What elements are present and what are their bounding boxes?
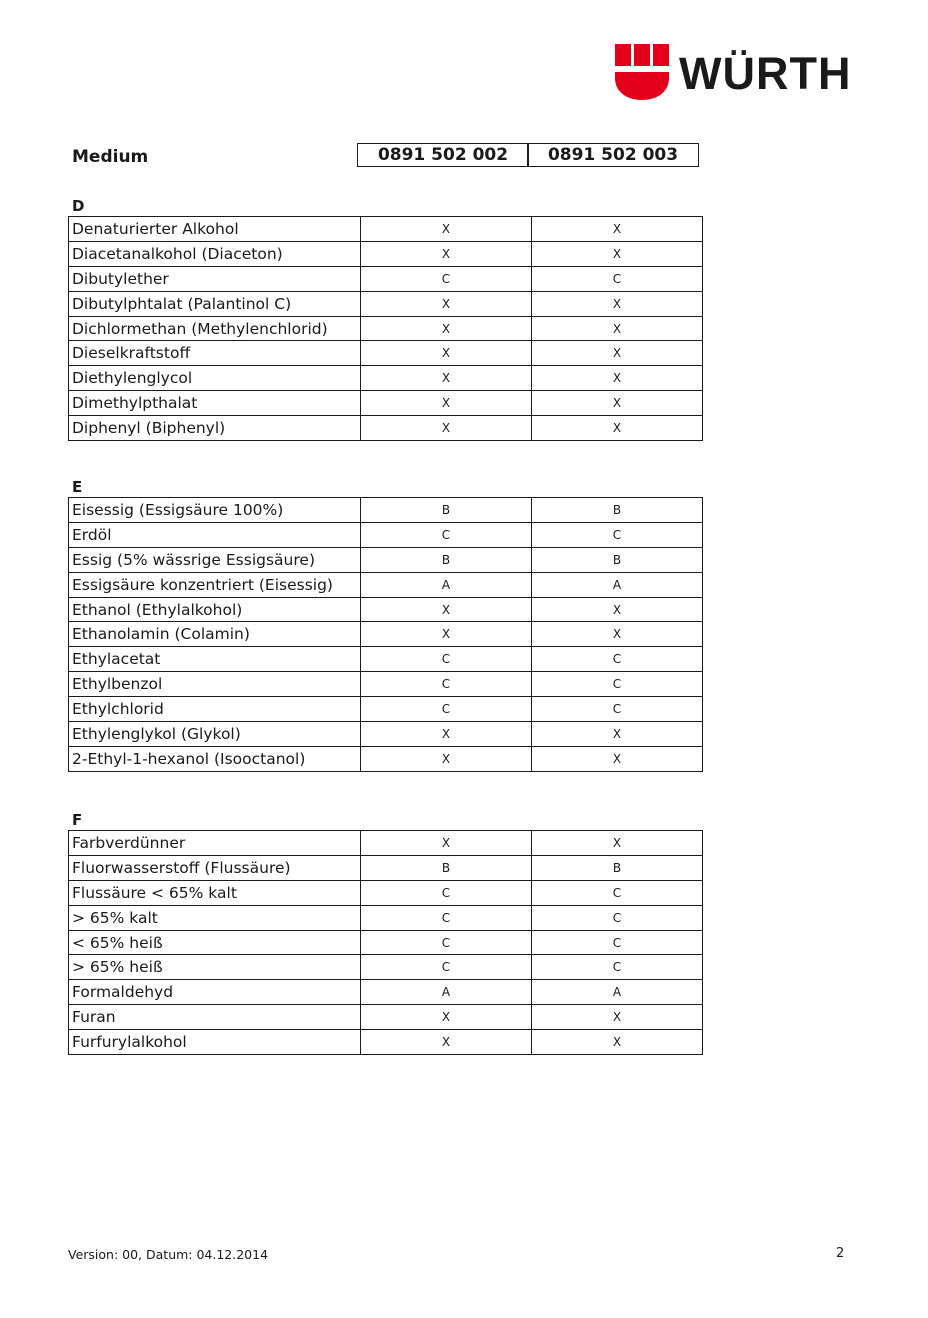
- medium-name-cell: Dichlormethan (Methylenchlorid): [69, 316, 361, 341]
- table-header: [0, 143, 928, 169]
- table-row: [69, 831, 703, 856]
- wurth-logo-icon: [615, 44, 669, 102]
- product-2-rating-cell: C: [532, 930, 703, 955]
- product-1-rating-cell: X: [361, 316, 532, 341]
- section-f: [68, 810, 700, 1055]
- medium-name-cell: Farbverdünner: [69, 831, 361, 856]
- product-1-rating-cell: X: [361, 1005, 532, 1030]
- table-row: [69, 746, 703, 771]
- product-1-rating-cell: X: [361, 241, 532, 266]
- version-date: Version: 00, Datum: 04.12.2014: [68, 1247, 269, 1262]
- table-row: [69, 547, 703, 572]
- table-row: [69, 930, 703, 955]
- product-1-rating-cell: C: [361, 697, 532, 722]
- product-2-rating-cell: C: [532, 880, 703, 905]
- medium-name-cell: Diethylenglycol: [69, 366, 361, 391]
- product-2-rating-cell: X: [532, 316, 703, 341]
- wurth-logo: [615, 44, 875, 104]
- product-1-rating-cell: X: [361, 217, 532, 242]
- product-1-rating-cell: X: [361, 366, 532, 391]
- product-1-rating-cell: X: [361, 391, 532, 416]
- product-1-rating-cell: C: [361, 905, 532, 930]
- product-2-rating-cell: B: [532, 855, 703, 880]
- table-row: [69, 366, 703, 391]
- product-number-2: 0891 502 003: [527, 143, 699, 167]
- product-2-rating-cell: X: [532, 597, 703, 622]
- product-2-rating-cell: C: [532, 905, 703, 930]
- logo-wordmark: WÜRTH: [679, 48, 852, 99]
- product-1-rating-cell: C: [361, 647, 532, 672]
- table-row: [69, 416, 703, 441]
- table-row: [69, 341, 703, 366]
- medium-name-cell: Furfurylalkohol: [69, 1030, 361, 1055]
- product-1-rating-cell: X: [361, 597, 532, 622]
- table-row: [69, 647, 703, 672]
- table-row: [69, 597, 703, 622]
- table-row: [69, 522, 703, 547]
- product-2-rating-cell: C: [532, 522, 703, 547]
- medium-name-cell: > 65% heiß: [69, 955, 361, 980]
- section-letter: E: [72, 478, 83, 496]
- table-row: [69, 1030, 703, 1055]
- table-row: [69, 697, 703, 722]
- table-row: [69, 880, 703, 905]
- product-2-rating-cell: X: [532, 291, 703, 316]
- product-2-rating-cell: X: [532, 622, 703, 647]
- product-2-rating-cell: X: [532, 366, 703, 391]
- table-row: [69, 1005, 703, 1030]
- resistance-table: [68, 497, 703, 772]
- section-e: [68, 477, 700, 772]
- product-1-rating-cell: X: [361, 1030, 532, 1055]
- medium-name-cell: Flussäure < 65% kalt: [69, 880, 361, 905]
- section-letter: D: [72, 197, 85, 215]
- product-2-rating-cell: C: [532, 672, 703, 697]
- medium-name-cell: Dimethylpthalat: [69, 391, 361, 416]
- medium-name-cell: Essigsäure konzentriert (Eisessig): [69, 572, 361, 597]
- table-row: [69, 217, 703, 242]
- product-2-rating-cell: X: [532, 391, 703, 416]
- medium-name-cell: Fluorwasserstoff (Flussäure): [69, 855, 361, 880]
- product-2-rating-cell: X: [532, 416, 703, 441]
- page-number: 2: [836, 1246, 845, 1261]
- product-2-rating-cell: A: [532, 572, 703, 597]
- table-row: [69, 722, 703, 747]
- medium-name-cell: Ethanol (Ethylalkohol): [69, 597, 361, 622]
- product-2-rating-cell: C: [532, 955, 703, 980]
- section-letter: F: [72, 811, 83, 829]
- product-1-rating-cell: C: [361, 880, 532, 905]
- resistance-table: [68, 216, 703, 441]
- product-1-rating-cell: X: [361, 341, 532, 366]
- product-1-rating-cell: C: [361, 266, 532, 291]
- table-row: [69, 905, 703, 930]
- product-1-rating-cell: A: [361, 572, 532, 597]
- product-1-rating-cell: X: [361, 622, 532, 647]
- medium-name-cell: Essig (5% wässrige Essigsäure): [69, 547, 361, 572]
- medium-name-cell: Diphenyl (Biphenyl): [69, 416, 361, 441]
- medium-name-cell: Eisessig (Essigsäure 100%): [69, 498, 361, 523]
- table-row: [69, 498, 703, 523]
- product-1-rating-cell: C: [361, 955, 532, 980]
- product-2-rating-cell: C: [532, 266, 703, 291]
- product-1-rating-cell: X: [361, 291, 532, 316]
- medium-label: Medium: [72, 147, 149, 167]
- product-1-rating-cell: B: [361, 547, 532, 572]
- table-row: [69, 622, 703, 647]
- medium-name-cell: < 65% heiß: [69, 930, 361, 955]
- medium-name-cell: Dieselkraftstoff: [69, 341, 361, 366]
- product-2-rating-cell: X: [532, 1030, 703, 1055]
- table-row: [69, 672, 703, 697]
- product-2-rating-cell: C: [532, 697, 703, 722]
- product-2-rating-cell: X: [532, 722, 703, 747]
- medium-name-cell: Ethanolamin (Colamin): [69, 622, 361, 647]
- product-2-rating-cell: X: [532, 1005, 703, 1030]
- table-row: [69, 955, 703, 980]
- product-1-rating-cell: X: [361, 746, 532, 771]
- table-row: [69, 241, 703, 266]
- table-row: [69, 291, 703, 316]
- medium-name-cell: 2-Ethyl-1-hexanol (Isooctanol): [69, 746, 361, 771]
- product-1-rating-cell: B: [361, 498, 532, 523]
- medium-name-cell: Ethylchlorid: [69, 697, 361, 722]
- medium-name-cell: Ethylenglykol (Glykol): [69, 722, 361, 747]
- medium-name-cell: > 65% kalt: [69, 905, 361, 930]
- section-d: [68, 196, 700, 441]
- medium-name-cell: Diacetanalkohol (Diaceton): [69, 241, 361, 266]
- medium-name-cell: Dibutylether: [69, 266, 361, 291]
- product-1-rating-cell: C: [361, 930, 532, 955]
- product-1-rating-cell: X: [361, 722, 532, 747]
- table-row: [69, 855, 703, 880]
- table-row: [69, 391, 703, 416]
- product-1-rating-cell: C: [361, 672, 532, 697]
- product-2-rating-cell: A: [532, 980, 703, 1005]
- product-2-rating-cell: B: [532, 547, 703, 572]
- table-row: [69, 980, 703, 1005]
- product-2-rating-cell: X: [532, 341, 703, 366]
- product-1-rating-cell: B: [361, 855, 532, 880]
- table-row: [69, 266, 703, 291]
- product-1-rating-cell: X: [361, 831, 532, 856]
- medium-name-cell: Furan: [69, 1005, 361, 1030]
- product-2-rating-cell: X: [532, 241, 703, 266]
- product-2-rating-cell: X: [532, 217, 703, 242]
- table-row: [69, 572, 703, 597]
- product-1-rating-cell: A: [361, 980, 532, 1005]
- product-number-1: 0891 502 002: [357, 143, 529, 167]
- resistance-table: [68, 830, 703, 1055]
- medium-name-cell: Formaldehyd: [69, 980, 361, 1005]
- medium-name-cell: Denaturierter Alkohol: [69, 217, 361, 242]
- product-2-rating-cell: X: [532, 831, 703, 856]
- product-2-rating-cell: X: [532, 746, 703, 771]
- medium-name-cell: Ethylbenzol: [69, 672, 361, 697]
- product-2-rating-cell: C: [532, 647, 703, 672]
- medium-name-cell: Dibutylphtalat (Palantinol C): [69, 291, 361, 316]
- medium-name-cell: Erdöl: [69, 522, 361, 547]
- table-row: [69, 316, 703, 341]
- product-2-rating-cell: B: [532, 498, 703, 523]
- product-1-rating-cell: C: [361, 522, 532, 547]
- product-1-rating-cell: X: [361, 416, 532, 441]
- medium-name-cell: Ethylacetat: [69, 647, 361, 672]
